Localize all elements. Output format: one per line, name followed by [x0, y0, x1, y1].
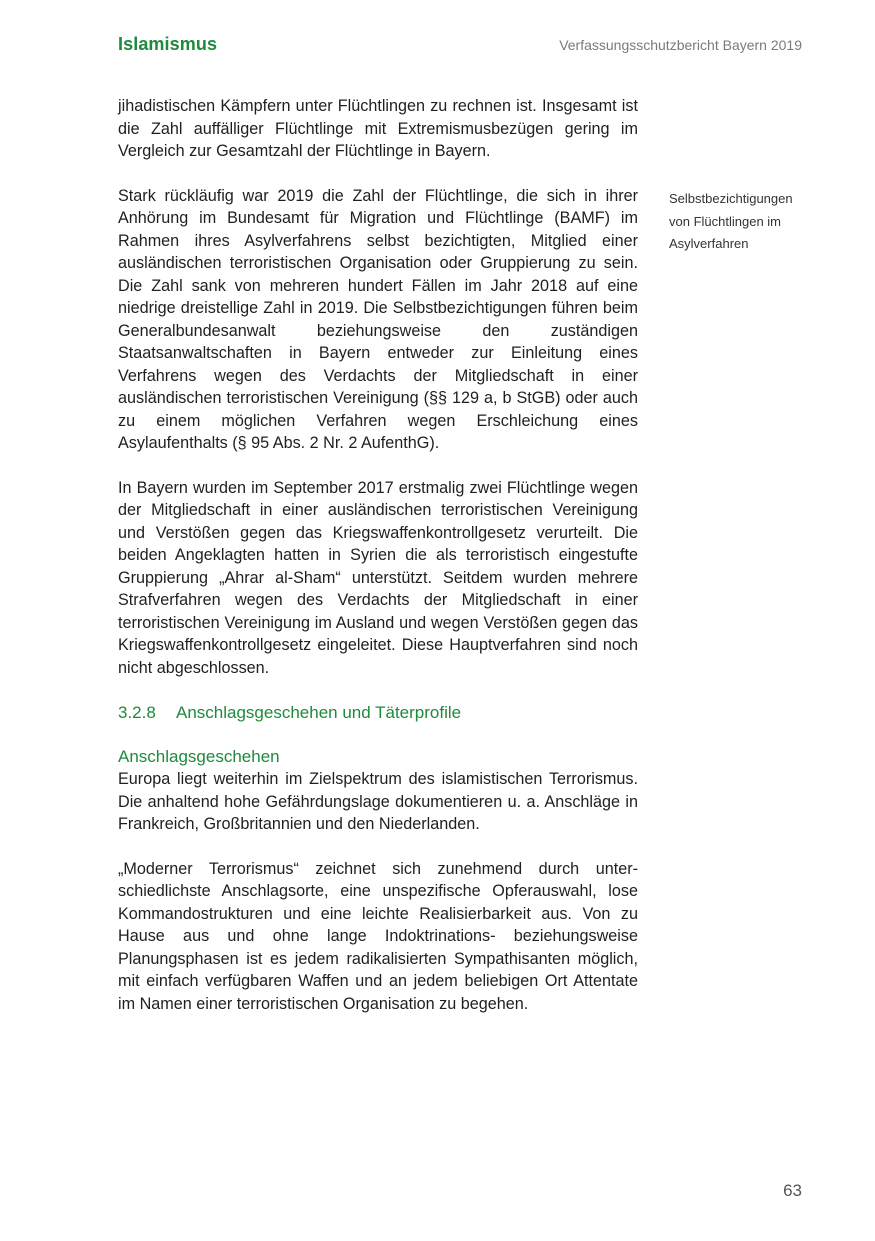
paragraph-2: Stark rückläufig war 2019 die Zahl der Flüchtlinge, die sich in ihrer Anhörung im Bundesamt für Migration und Flüchtlinge (BAMF) im Rahmen ihres Asylverfahrens selbst bezichtigten, Mitglied einer ausländischen terroristischen Organisation oder Gruppierung zu sein. Die Zahl sank von mehreren hundert Fällen im Jahr 2018 auf eine niedrige dreistellige Zahl in 2019. Die Selbstbezichtigungen führen beim Generalbundesanwalt beziehungsweise den zuständigen Staatsanwaltschaften in Bayern entweder zur Einleitung eines Verfahrens wegen des Verdachts der Mitgliedschaft in einer ausländischen terroristischen Vereinigung (§§ 129 a, b StGB) oder auch zu einem möglichen Verfahren wegen Erschleichung eines Asylaufenthalts (§ 95 Abs. 2 Nr. 2 AufenthG). — [118, 186, 638, 452]
margin-note-line: Asylverfahren — [669, 236, 749, 251]
paragraph-3: In Bayern wurden im September 2017 erstmalig zwei Flüchtlinge wegen der Mitgliedschaft in einer ausländischen terroristischen Vereinigung und Verstößen gegen das Kriegswaffenkontrollgesetz verurteilt. Die beiden Angeklagten hatten in Syrien die als terroristisch eingestufte Gruppierung „Ahrar al-Sham“ unterstützt. Seitdem wurden mehrere Strafverfahren wegen des Verdachts der Mitgliedschaft in einer terroristischen Vereinigung im Ausland und wegen Verstößen gegen das Kriegswaffenkontrollgesetz eingeleitet. Diese Hauptverfahren sind noch nicht abgeschlossen. — [118, 478, 638, 677]
paragraph-1: jihadistischen Kämpfern unter Flüchtlingen zu rechnen ist. Insgesamt ist die Zahl auffälliger Flüchtlinge mit Extremismusbezügen gering im Vergleich zur Gesamtzahl der Flüchtlinge in Bayern. — [118, 97, 638, 160]
section-heading — [118, 702, 638, 724]
margin-note-line: Selbstbezichtigungen — [669, 191, 793, 206]
section-number: 3.2.8 — [118, 703, 156, 722]
page-number: 63 — [783, 1181, 802, 1200]
running-header-section: Islamismus — [118, 34, 218, 54]
main-text-column — [118, 95, 638, 1015]
running-header-report-title: Verfassungsschutzbericht Bayern 2019 — [559, 37, 802, 53]
paragraph-4: Europa liegt weiterhin im Zielspektrum des islamistischen Terrorismus. Die anhaltend hohe Gefährdungslage dokumentieren u. a. Anschläge in Frankreich, Großbritannien und den Niederlanden. — [118, 770, 638, 833]
section-title: Anschlagsgeschehen und Täterprofile — [176, 703, 462, 722]
subheading-anschlagsgeschehen: Anschlagsgeschehen — [118, 747, 280, 766]
margin-note — [669, 188, 819, 256]
margin-note-line: von Flüchtlingen im — [669, 213, 781, 229]
paragraph-5: „Moderner Terrorismus“ zeichnet sich zunehmend durch unterschiedlichste Anschlagsorte, eine unspezifische Opferauswahl, lose Kommandostrukturen und eine leichte Realisierbarkeit aus. Von zu Hause aus und ohne lange Indoktrinations- beziehungsweise Planungsphasen ist es jedem radikalisierten Sympathisanten möglich, mit einfach verfügbaren Waffen und an jedem beliebigen Ort Attentate im Namen einer terroristischen Organisation zu begehen. — [118, 859, 638, 1013]
